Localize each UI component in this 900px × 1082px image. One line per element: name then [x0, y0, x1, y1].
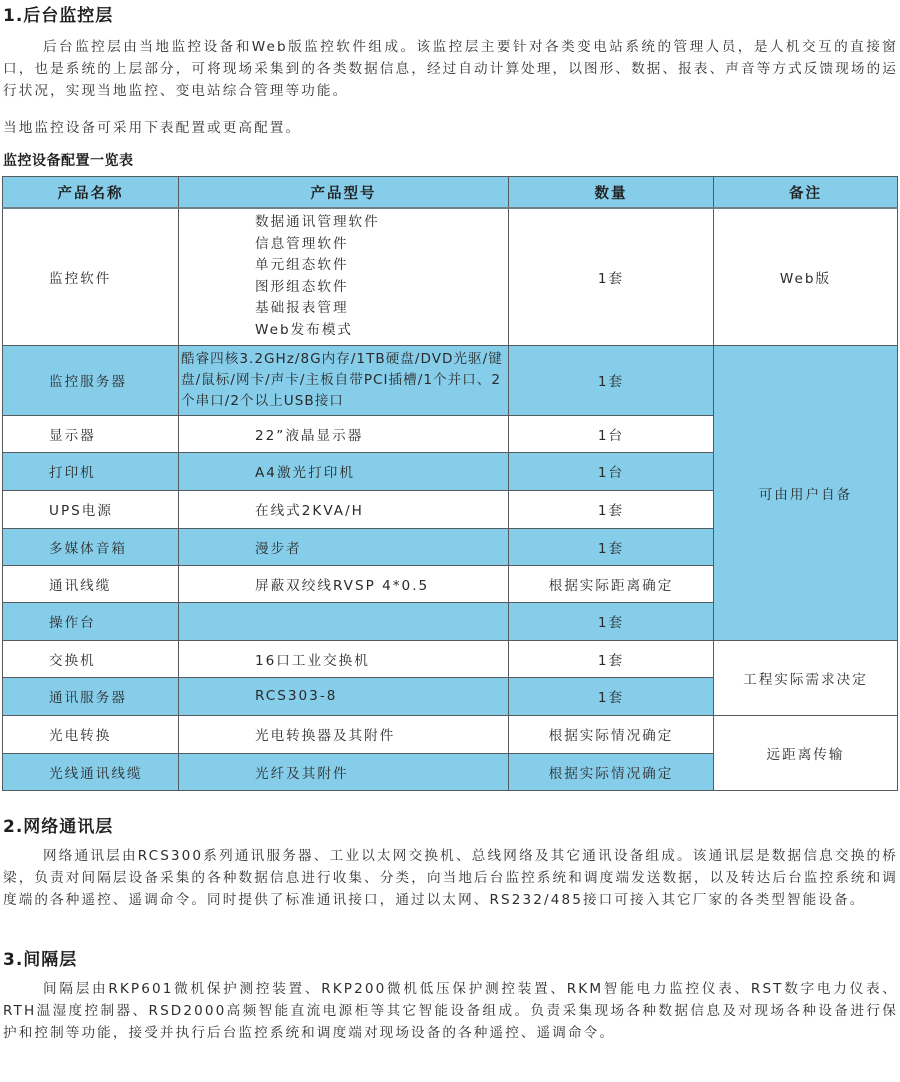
product-name: 通讯服务器 — [3, 677, 179, 715]
product-name: 显示器 — [3, 415, 179, 452]
product-model: 在线式2KVA/H — [179, 490, 509, 528]
quantity: 1套 — [509, 640, 714, 677]
quantity: 根据实际情况确定 — [509, 753, 714, 790]
quantity: 1套 — [509, 528, 714, 565]
model-line: Web发布模式 — [255, 321, 354, 338]
section3-title: 3.间隔层 — [3, 950, 78, 970]
product-model: 22”液晶显示器 — [179, 415, 509, 452]
product-model: 光电转换器及其附件 — [179, 715, 509, 753]
product-name: UPS电源 — [3, 490, 179, 528]
product-name: 光线通讯线缆 — [3, 753, 179, 790]
quantity: 根据实际情况确定 — [509, 715, 714, 753]
product-model: RCS303-8 — [179, 677, 509, 715]
quantity: 1套 — [509, 208, 714, 345]
header-product-name: 产品名称 — [3, 177, 179, 209]
quantity: 根据实际距离确定 — [509, 565, 714, 602]
section1-paragraph: 后台监控层由当地监控设备和Web版监控软件组成。该监控层主要针对各类变电站系统的管理人员，是人机交互的直接窗口，也是系统的上层部分，可将现场采集到的各类数据信息，经过自动计算处理，以图形、数据、报表、声音等方式反馈现场的运行状况，实现当地监控、变电站综合管理等功能。 — [3, 39, 898, 99]
config-table — [2, 176, 898, 791]
table-row — [3, 640, 898, 677]
table-header-row — [3, 177, 898, 209]
quantity: 1套 — [509, 602, 714, 640]
product-name: 操作台 — [3, 602, 179, 640]
product-name: 监控服务器 — [3, 345, 179, 415]
section1-note: 当地监控设备可采用下表配置或更高配置。 — [3, 120, 302, 136]
product-model — [179, 602, 509, 640]
remark: Web版 — [714, 208, 898, 345]
section3-paragraph: 间隔层由RKP601微机保护测控装置、RKP200微机低压保护测控装置、RKM智能电力监控仪表、RST数字电力仪表、RTH温湿度控制器、RSD2000高频智能直流电源柜等其它智能设备组成。负责采集现场各种数据信息及对现场各种设备进行保护和控制等功能，接受并执行后台监控系统和调度端对现场设备的各种遥控、遥调命令。 — [3, 981, 898, 1041]
product-name: 打印机 — [3, 452, 179, 490]
header-product-model: 产品型号 — [179, 177, 509, 209]
section2-paragraph: 网络通讯层由RCS300系列通讯服务器、工业以太网交换机、总线网络及其它通讯设备组成。该通讯层是数据信息交换的桥梁，负责对间隔层设备采集的各种数据信息进行收集、分类，向当地后台监控系统和调度端发送数据，以及转达后台监控系统和调度端的各种遥控、遥调命令。同时提供了标准通讯接口，通过以太网、RS232/485接口可接入其它厂家的各类型智能设备。 — [3, 848, 898, 908]
table-row — [3, 345, 898, 415]
product-model: 光纤及其附件 — [179, 753, 509, 790]
table-row — [3, 715, 898, 753]
model-line: 基础报表管理 — [255, 300, 349, 317]
product-model — [179, 208, 509, 345]
section2-title: 2.网络通讯层 — [3, 817, 114, 837]
product-name: 交换机 — [3, 640, 179, 677]
remark-long-distance: 远距离传输 — [714, 715, 898, 790]
table-row — [3, 208, 898, 345]
product-model: 屏蔽双绞线RVSP 4*0.5 — [179, 565, 509, 602]
product-name: 多媒体音箱 — [3, 528, 179, 565]
product-name: 光电转换 — [3, 715, 179, 753]
header-quantity: 数量 — [509, 177, 714, 209]
model-line: 信息管理软件 — [255, 235, 349, 252]
product-model: 酷睿四核3.2GHz/8G内存/1TB硬盘/DVD光驱/键盘/鼠标/网卡/声卡/主板自带PCI插槽/1个并口、2个串口/2个以上USB接口 — [179, 345, 509, 415]
product-model: A4激光打印机 — [179, 452, 509, 490]
model-line: 单元组态软件 — [255, 257, 349, 274]
remark-project-demand: 工程实际需求决定 — [714, 640, 898, 715]
model-line: 图形组态软件 — [255, 278, 349, 295]
product-model: 漫步者 — [179, 528, 509, 565]
quantity: 1套 — [509, 490, 714, 528]
quantity: 1套 — [509, 345, 714, 415]
model-line: 数据通讯管理软件 — [255, 214, 380, 231]
section1-title: 1.后台监控层 — [3, 6, 114, 26]
header-remarks: 备注 — [714, 177, 898, 209]
product-model: 16口工业交换机 — [179, 640, 509, 677]
product-name: 监控软件 — [3, 208, 179, 345]
table-caption: 监控设备配置一览表 — [3, 153, 134, 169]
remark-user-supplied: 可由用户自备 — [714, 345, 898, 640]
product-name: 通讯线缆 — [3, 565, 179, 602]
quantity: 1台 — [509, 415, 714, 452]
quantity: 1套 — [509, 677, 714, 715]
quantity: 1台 — [509, 452, 714, 490]
